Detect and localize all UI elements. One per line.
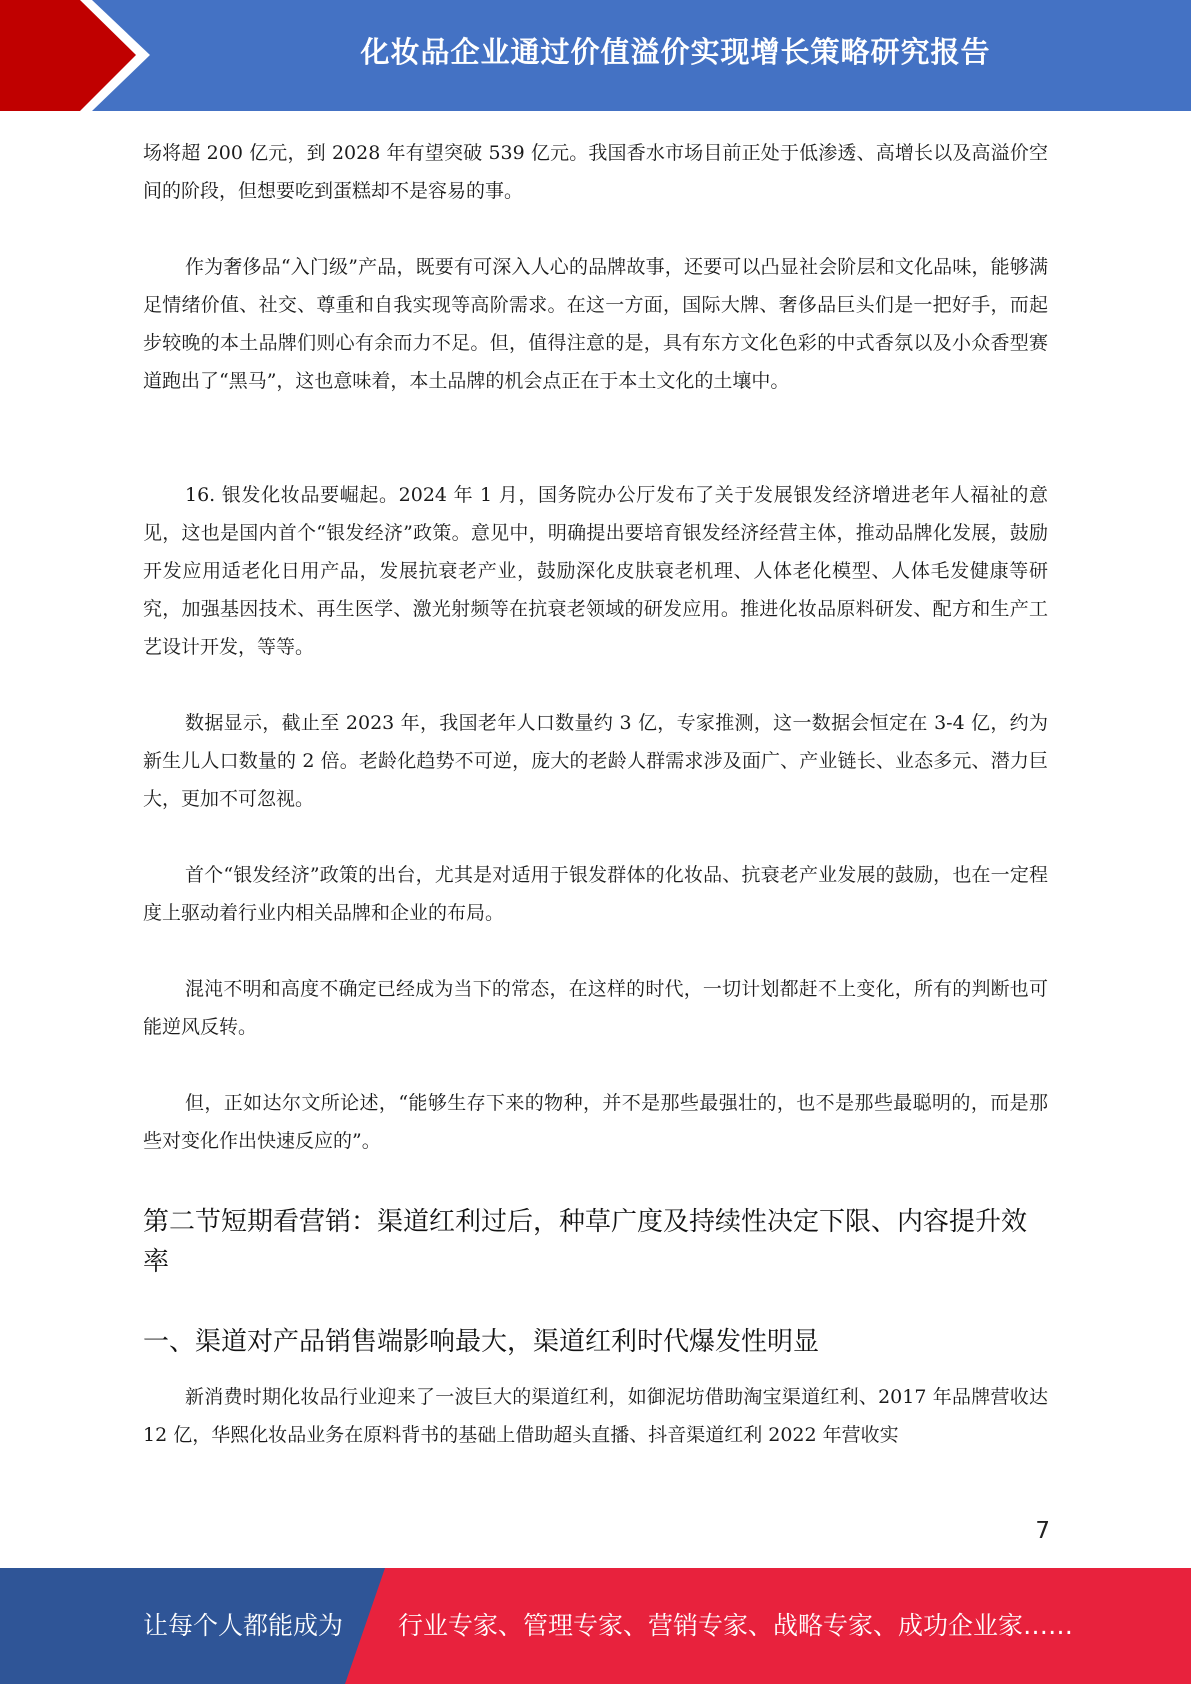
paragraph: 混沌不明和高度不确定已经成为当下的常态，在这样的时代，一切计划都赶不上变化，所有的判断也可能逆风反转。	[143, 978, 1048, 1038]
section-heading: 第二节短期看营销：渠道红利过后，种草广度及持续性决定下限、内容提升效率	[143, 1207, 1028, 1277]
paragraph: 16. 银发化妆品要崛起。2024 年 1 月，国务院办公厅发布了关于发展银发经济增进老年人福祉的意见，这也是国内首个“银发经济”政策。意见中，明确提出要培育银发经济经营主体，推动品牌化发展，鼓励开发应用适老化日用产品，发展抗衰老产业，鼓励深化皮肤衰老机理、人体老化模型、人体毛发健康等研究，加强基因技术、再生医学、激光射频等在抗衰老领域的研发应用。推进化妆品原料研发、配方和生产工艺设计开发，等等。	[143, 484, 1048, 658]
footer-slogan-left: 让每个人都能成为	[143, 1611, 344, 1640]
subsection-heading: 一、渠道对产品销售端影响最大，渠道红利时代爆发性明显	[143, 1327, 820, 1357]
page-footer	[0, 1568, 1191, 1684]
paragraph: 新消费时期化妆品行业迎来了一波巨大的渠道红利，如御泥坊借助淘宝渠道红利、2017 年品牌营收达 12 亿，华熙化妆品业务在原料背书的基础上借助超头直播、抖音渠道红利 2022 年营收实	[143, 1386, 1048, 1446]
paragraph: 但，正如达尔文所论述，“能够生存下来的物种，并不是那些最强壮的，也不是那些最聪明的，而是那些对变化作出快速反应的”。	[143, 1092, 1048, 1152]
paragraph: 首个“银发经济”政策的出台，尤其是对适用于银发群体的化妆品、抗衰老产业发展的鼓励，也在一定程度上驱动着行业内相关品牌和企业的布局。	[143, 864, 1048, 924]
paragraph: 作为奢侈品“入门级”产品，既要有可深入人心的品牌故事，还要可以凸显社会阶层和文化品味，能够满足情绪价值、社交、尊重和自我实现等高阶需求。在这一方面，国际大牌、奢侈品巨头们是一把好手，而起步较晚的本土品牌们则心有余而力不足。但，值得注意的是，具有东方文化色彩的中式香氛以及小众香型赛道跑出了“黑马”，这也意味着，本土品牌的机会点正在于本土文化的土壤中。	[143, 256, 1048, 392]
paragraph: 场将超 200 亿元，到 2028 年有望突破 539 亿元。我国香水市场目前正处于低渗透、高增长以及高溢价空间的阶段，但想要吃到蛋糕却不是容易的事。	[143, 142, 1048, 202]
paragraph: 数据显示，截止至 2023 年，我国老年人口数量约 3 亿，专家推测，这一数据会恒定在 3-4 亿，约为新生儿人口数量的 2 倍。老龄化趋势不可逆，庞大的老龄人群需求涉及面广、产业链长、业态多元、潜力巨大，更加不可忽视。	[143, 712, 1048, 810]
footer-slogan-right: 行业专家、管理专家、营销专家、战略专家、成功企业家……	[398, 1611, 1074, 1640]
document-body	[143, 134, 1048, 1454]
report-title: 化妆品企业通过价值溢价实现增长策略研究报告	[360, 34, 991, 69]
page-number: 7	[1035, 1518, 1050, 1544]
page-header	[0, 0, 1191, 111]
